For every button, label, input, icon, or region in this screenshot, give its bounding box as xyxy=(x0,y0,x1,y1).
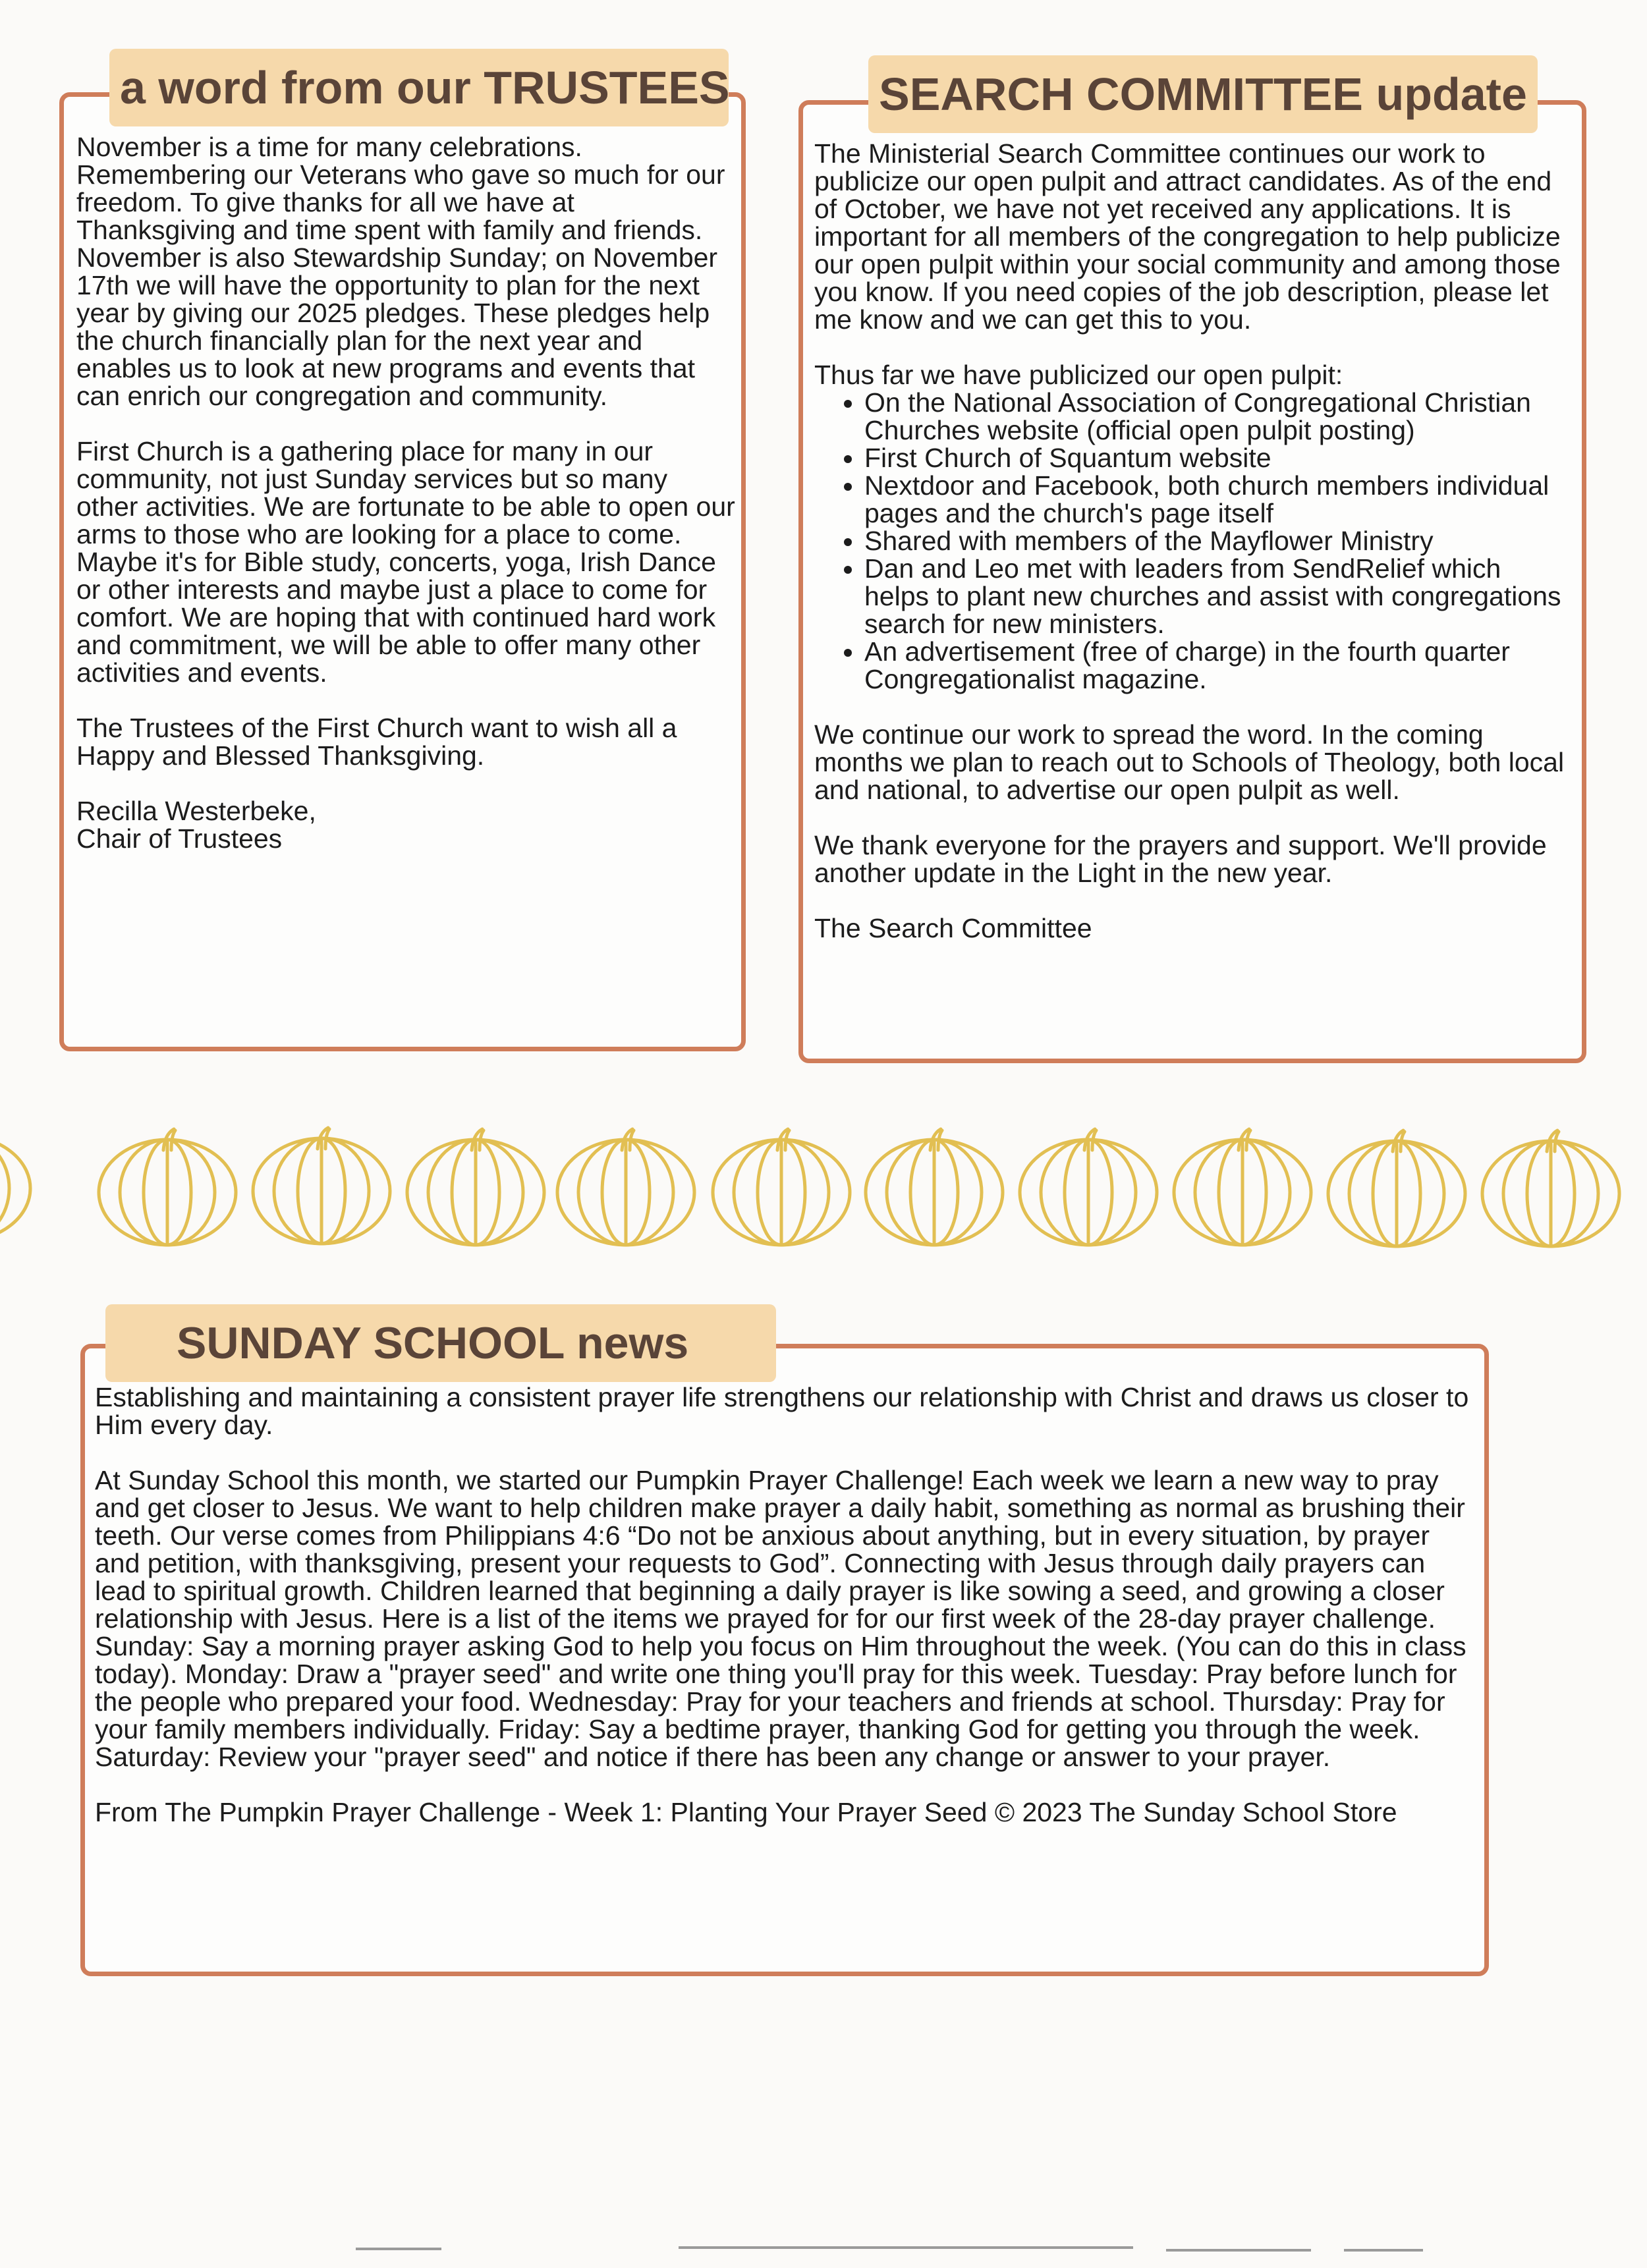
pumpkin-row xyxy=(0,1119,1647,1257)
search-intro: The Ministerial Search Committee continues our work to publicize our open pulpit and attract candidates. As of the end of October, we have not yet received any applications. It is important for all members of the congregation to help publicize our open pulpit within your social community and among those you know. If you need copies of the job description, please let me know and we can get this to you. xyxy=(814,138,1561,335)
trustees-paragraph-3: The Trustees of the First Church want to wish all a Happy and Blessed Thanksgiving. xyxy=(76,713,677,771)
trustees-signature-title: Chair of Trustees xyxy=(76,823,283,854)
trustees-text xyxy=(76,133,735,852)
pumpkin-icon xyxy=(0,1125,30,1241)
sunday-school-paragraph-2: At Sunday School this month, we started our Pumpkin Prayer Challenge! Each week we learn a new way to pray and get closer to Jesus. We want to help children make prayer a daily habit, something as normal as brushing their teeth. Our verse comes from Philippians 4:6 “Do not be anxious about anything, but in every situation, by prayer and petition, with thanksgiving, present your requests to God”. Connecting with Jesus through daily prayers can lead to spiritual growth. Children learned that beginning a daily prayer is like sowing a seed, and growing a closer relationship with Jesus. Here is a list of the items we prayed for for our first week of the 28-day prayer challenge. Sunday: Say a morning prayer asking God to help you focus on Him throughout the week. (You can do this in class today). Monday: Draw a "prayer seed" and write one thing you'll pray for this week. Tuesday: Pray before lunch for the people who prepared your food. Wednesday: Pray for your teachers and friends at school. Thursday: Pray for your family members individually. Friday: Say a bedtime prayer, thanking God for getting you through the week. Saturday: Review your "prayer seed" and notice if there has been any change or answer to your prayer. xyxy=(95,1465,1466,1772)
trustees-paragraph-1: November is a time for many celebrations. Remembering our Veterans who gave so much for our freedom. To give thanks for all we have at Thanksgiving and time spent with family and friends. November is also Stewardship Sunday; on November 17th we will have the opportunity to plan for the next year by giving our 2025 pledges. These pledges help the church financially plan for the next year and enables us to look at new programs and events that can enrich our congregation and community. xyxy=(76,132,725,411)
search-signature: The Search Committee xyxy=(814,913,1092,943)
search-thanks: We thank everyone for the prayers and support. We'll provide another update in the Light in the new year. xyxy=(814,830,1547,888)
list-item: • Nextdoor and Facebook, both church members individual pages and the church's page itself xyxy=(864,472,1572,527)
pumpkin-icon xyxy=(407,1129,544,1245)
sunday-school-text xyxy=(95,1383,1476,1826)
trustees-heading: a word from our TRUSTEES xyxy=(109,49,729,126)
search-plans: We continue our work to spread the word. In the coming months we plan to reach out to Schools of Theology, both local and national, to advertise our open pulpit as well. xyxy=(814,719,1565,805)
pumpkin-icon xyxy=(1328,1130,1465,1246)
search-committee-heading: SEARCH COMMITTEE update xyxy=(868,55,1538,133)
trustees-paragraph-2: First Church is a gathering place for many in our community, not just Sunday services but so many other activities. We are fortunate to be able to open our arms to those who are looking for a place to come. Maybe it's for Bible study, concerts, yoga, Irish Dance or other interests and maybe just a place to come for comfort. We are hoping that with continued hard work and commitment, we will be able to offer many other activities and events. xyxy=(76,436,735,688)
pumpkin-icon xyxy=(866,1129,1003,1245)
trustees-signature-name: Recilla Westerbeke, xyxy=(76,796,316,826)
list-item: • An advertisement (free of charge) in the fourth quarter Congregationalist magazine. xyxy=(864,638,1572,693)
list-item: • First Church of Squantum website xyxy=(864,444,1572,472)
pumpkin-icon xyxy=(1482,1130,1619,1246)
pumpkin-icon xyxy=(253,1128,390,1244)
search-publicity-list xyxy=(814,389,1572,693)
search-committee-text xyxy=(814,140,1572,942)
list-item: • Shared with members of the Mayflower Ministry xyxy=(864,527,1572,555)
pumpkin-icon xyxy=(1174,1129,1311,1245)
sunday-school-paragraph-1: Establishing and maintaining a consistent prayer life strengthens our relationship with Christ and draws us closer to Him every day. xyxy=(95,1382,1469,1440)
pumpkin-divider xyxy=(0,1119,1647,1257)
pumpkin-icon xyxy=(557,1129,694,1245)
list-item: • On the National Association of Congregational Christian Churches website (official open pulpit posting) xyxy=(864,389,1572,444)
pumpkin-icon xyxy=(1020,1129,1157,1245)
sunday-school-heading: SUNDAY SCHOOL news xyxy=(105,1304,776,1382)
list-item: • Dan and Leo met with leaders from SendRelief which helps to plant new churches and assist with congregations search for new ministers. xyxy=(864,555,1572,638)
pumpkin-icon xyxy=(99,1129,236,1245)
pumpkin-icon xyxy=(713,1129,850,1245)
search-list-intro: Thus far we have publicized our open pulpit: xyxy=(814,360,1343,390)
sunday-school-credit: From The Pumpkin Prayer Challenge - Week 1: Planting Your Prayer Seed © 2023 The Sunday School Store xyxy=(95,1797,1397,1827)
